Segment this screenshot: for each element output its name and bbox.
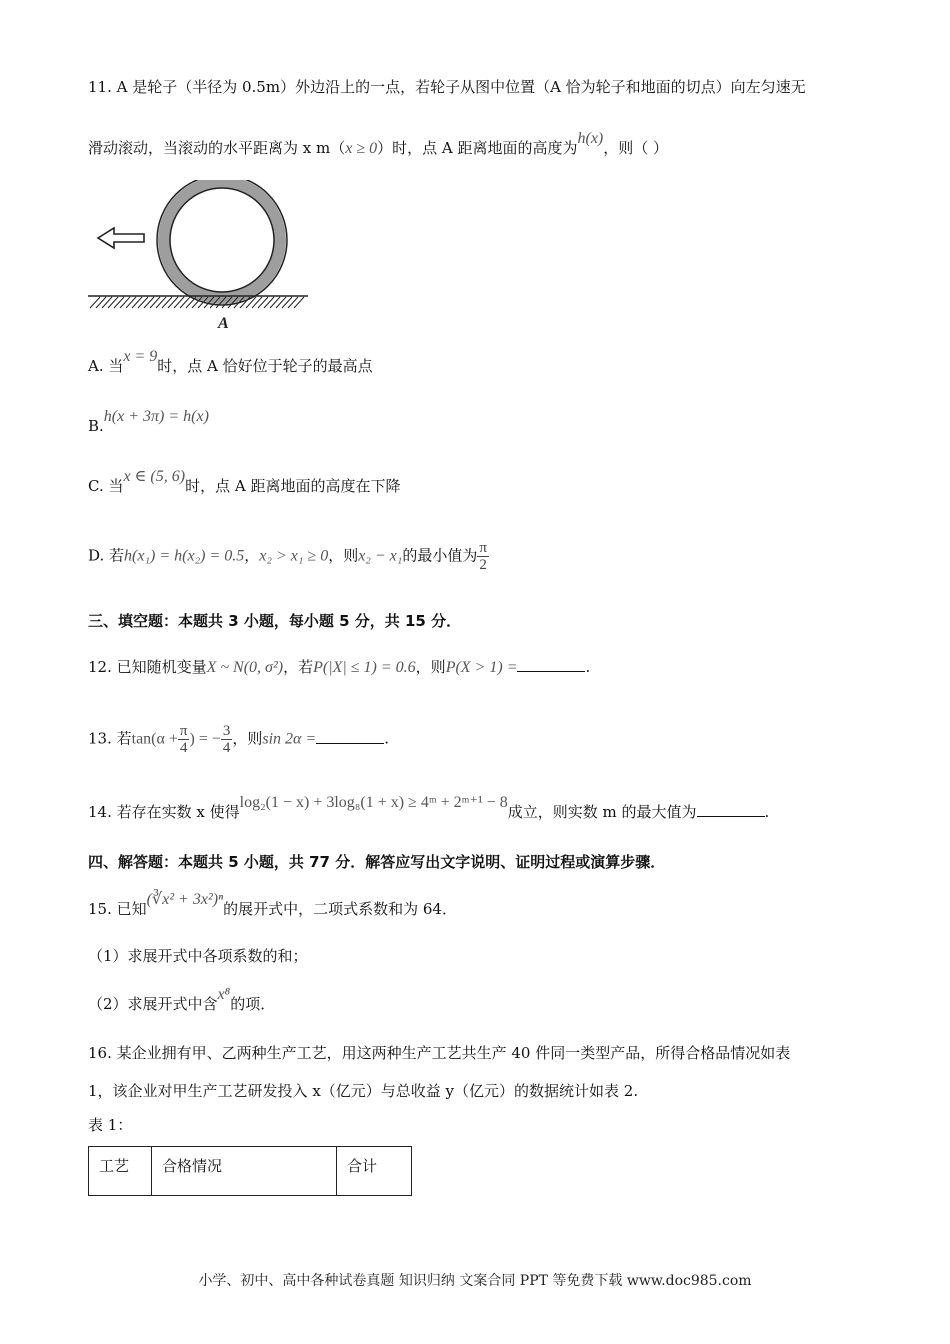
q13: 13. 若tan(α + $\frac{\pi}{4}$ ) = − $\frac{3}{4}$ ，则sin 2α = .: [88, 723, 390, 756]
q14-answer-blank[interactable]: [697, 802, 765, 817]
fraction-pi-over-4: $\frac{\pi}{4}$: [179, 723, 188, 756]
q15: 15. 已知(∛x² + 3x²)ⁿ的展开式中，二项式系数和为 64．: [88, 891, 457, 918]
q13-answer-blank[interactable]: [316, 729, 384, 744]
left-arrow-icon: [98, 228, 144, 248]
table-header-row: [89, 1147, 412, 1196]
q11-line1: 11. A 是轮子（半径为 0.5m）外边沿上的一点，若轮子从图中位置（A 恰为轮子和地面的切点）向左匀速无: [88, 78, 806, 96]
table-header-cell: 工艺: [89, 1147, 152, 1196]
q11-option-c: C. 当x ∈ (5, 6)时，点 A 距离地面的高度在下降: [88, 468, 401, 495]
q16-line1: 16. 某企业拥有甲、乙两种生产工艺，用这两种生产工艺共生产 40 件同一类型产品，所得合格品情况如表: [88, 1044, 791, 1062]
fraction-pi-over-2: $\frac{\pi}{2}$: [479, 540, 487, 573]
q15-part2: （2）求展开式中含x⁸的项．: [88, 986, 276, 1013]
page-footer: 小学、初中、高中各种试卷真题 知识归纳 文案合同 PPT 等免费下载 www.doc985.com: [198, 1273, 752, 1289]
section-3-heading: 三、填空题：本题共 3 小题，每小题 5 分，共 15 分．: [88, 612, 462, 630]
section-4-heading: 四、解答题：本题共 5 小题，共 77 分．解答应写出文字说明、证明过程或演算步骤．: [88, 853, 666, 871]
q11-option-a: A. 当x = 9时，点 A 恰好位于轮子的最高点: [88, 348, 373, 375]
table-header-cell: 合计: [337, 1147, 412, 1196]
q12-answer-blank[interactable]: [517, 657, 585, 672]
table-1-caption: 表 1：: [88, 1116, 133, 1134]
point-a-label: A: [218, 315, 229, 332]
wheel-figure: [88, 180, 318, 335]
q11-option-d: D. 若h(x₁) = h(x₂) = 0.5，x₂ > x₁ ≥ 0，则x₂ − x₁的最小值为 $\frac{\pi}{2}$: [88, 540, 487, 573]
q16-line2: 1，该企业对甲生产工艺研发投入 x（亿元）与总收益 y（亿元）的数据统计如表 2.: [88, 1082, 639, 1100]
table-header-cell: 合格情况: [152, 1147, 337, 1196]
table-1: [88, 1146, 412, 1196]
q11-option-b: B.h(x + 3π) = h(x): [88, 408, 209, 435]
q15-part1: （1）求展开式中各项系数的和；: [88, 947, 308, 965]
q11-line2: 滑动滚动，当滚动的水平距离为 x m（x ≥ 0）时，点 A 距离地面的高度为h(x)，则（ ）: [88, 130, 669, 157]
fraction-3-over-4: $\frac{3}{4}$: [222, 723, 231, 756]
q12: 12. 已知随机变量X ~ N(0, σ²)，若P(|X| ≤ 1) = 0.6，则P(X > 1) = .: [88, 658, 591, 676]
q14: 14. 若存在实数 x 使得log₂(1 − x) + 3log₈(1 + x) ≥ 4ᵐ + 2ᵐ⁺¹ − 8成立，则实数 m 的最大值为 .: [88, 794, 770, 821]
